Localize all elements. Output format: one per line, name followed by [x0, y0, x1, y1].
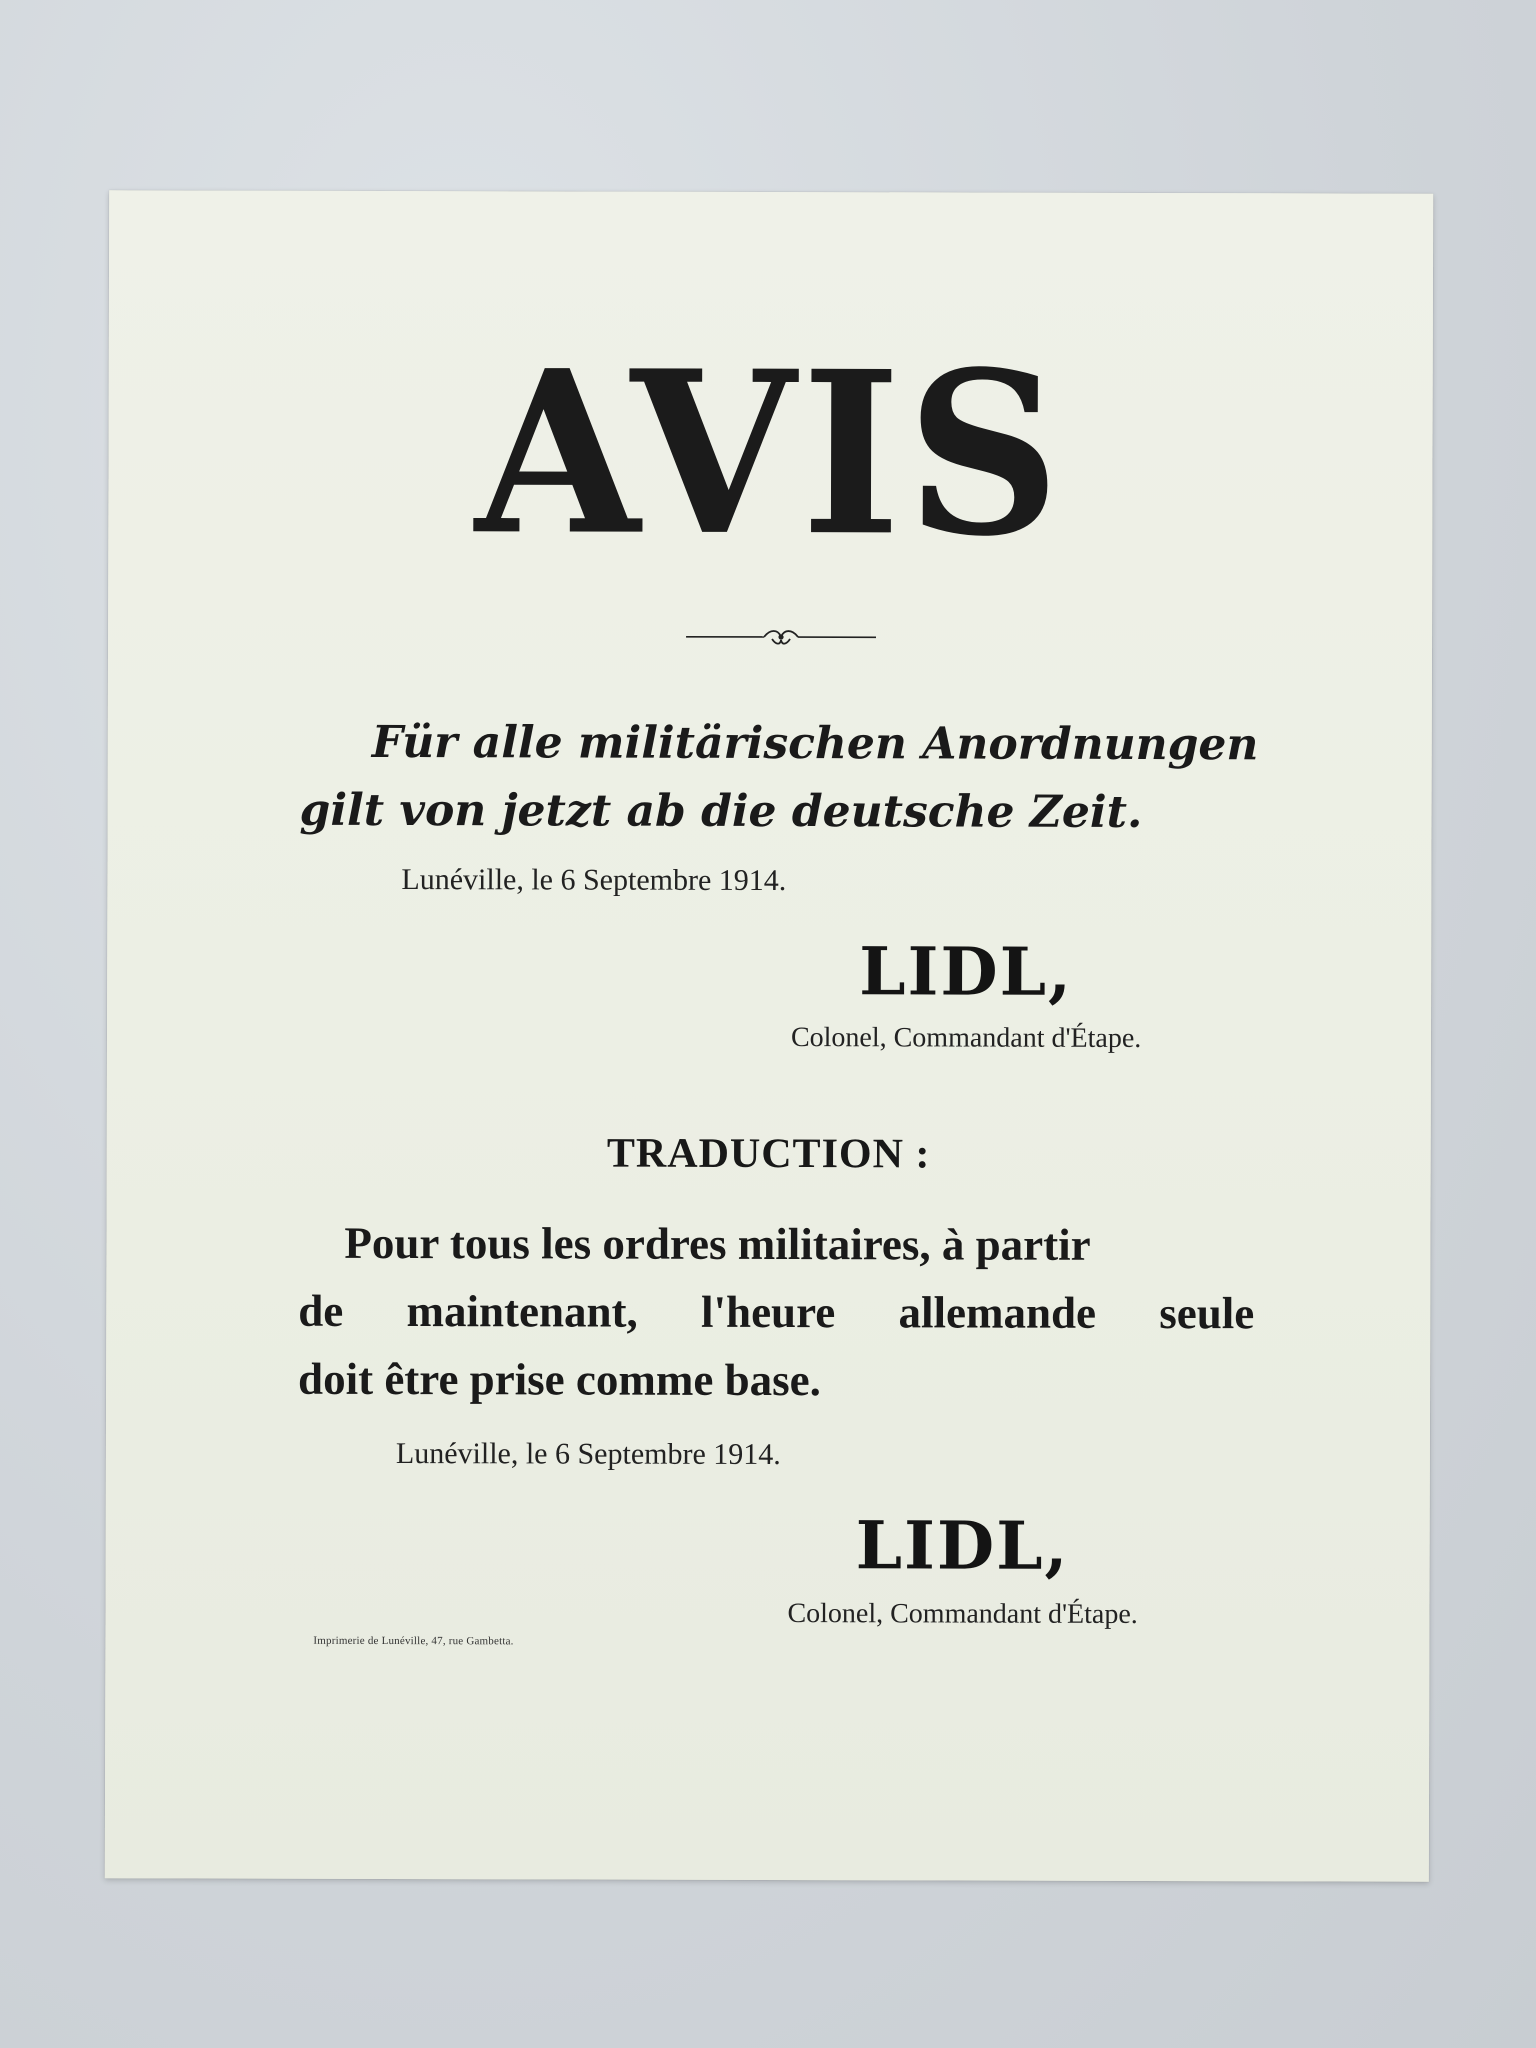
french-line-3: doit être prise comme base.	[298, 1353, 821, 1406]
french-line-1: Pour tous les ordres militaires, à partir	[344, 1217, 1091, 1270]
place-date-2: Lunéville, le 6 Septembre 1914.	[395, 1437, 781, 1472]
translation-heading: TRADUCTION :	[606, 1130, 931, 1178]
poster-title: AVIS	[474, 321, 1067, 586]
flourish-divider-icon	[686, 625, 876, 651]
poster-sheet	[105, 190, 1433, 1881]
french-line-2: de maintenant, l'heure allemande seule	[298, 1285, 1255, 1339]
german-line-1: Für alle militärischen Anordnungen	[371, 716, 1259, 771]
signature-name-1: LIDL,	[859, 932, 1074, 1011]
signature-rank-2: Colonel, Commandant d'Étape.	[787, 1598, 1138, 1630]
place-date-1: Lunéville, le 6 Septembre 1914.	[401, 863, 787, 898]
signature-rank-1: Colonel, Commandant d'Étape.	[790, 1022, 1142, 1054]
german-line-2: gilt von jetzt ab die deutsche Zeit.	[299, 784, 1143, 838]
signature-name-2: LIDL,	[855, 1506, 1070, 1585]
printer-imprint: Imprimerie de Lunéville, 47, rue Gambetta.	[313, 1634, 514, 1648]
